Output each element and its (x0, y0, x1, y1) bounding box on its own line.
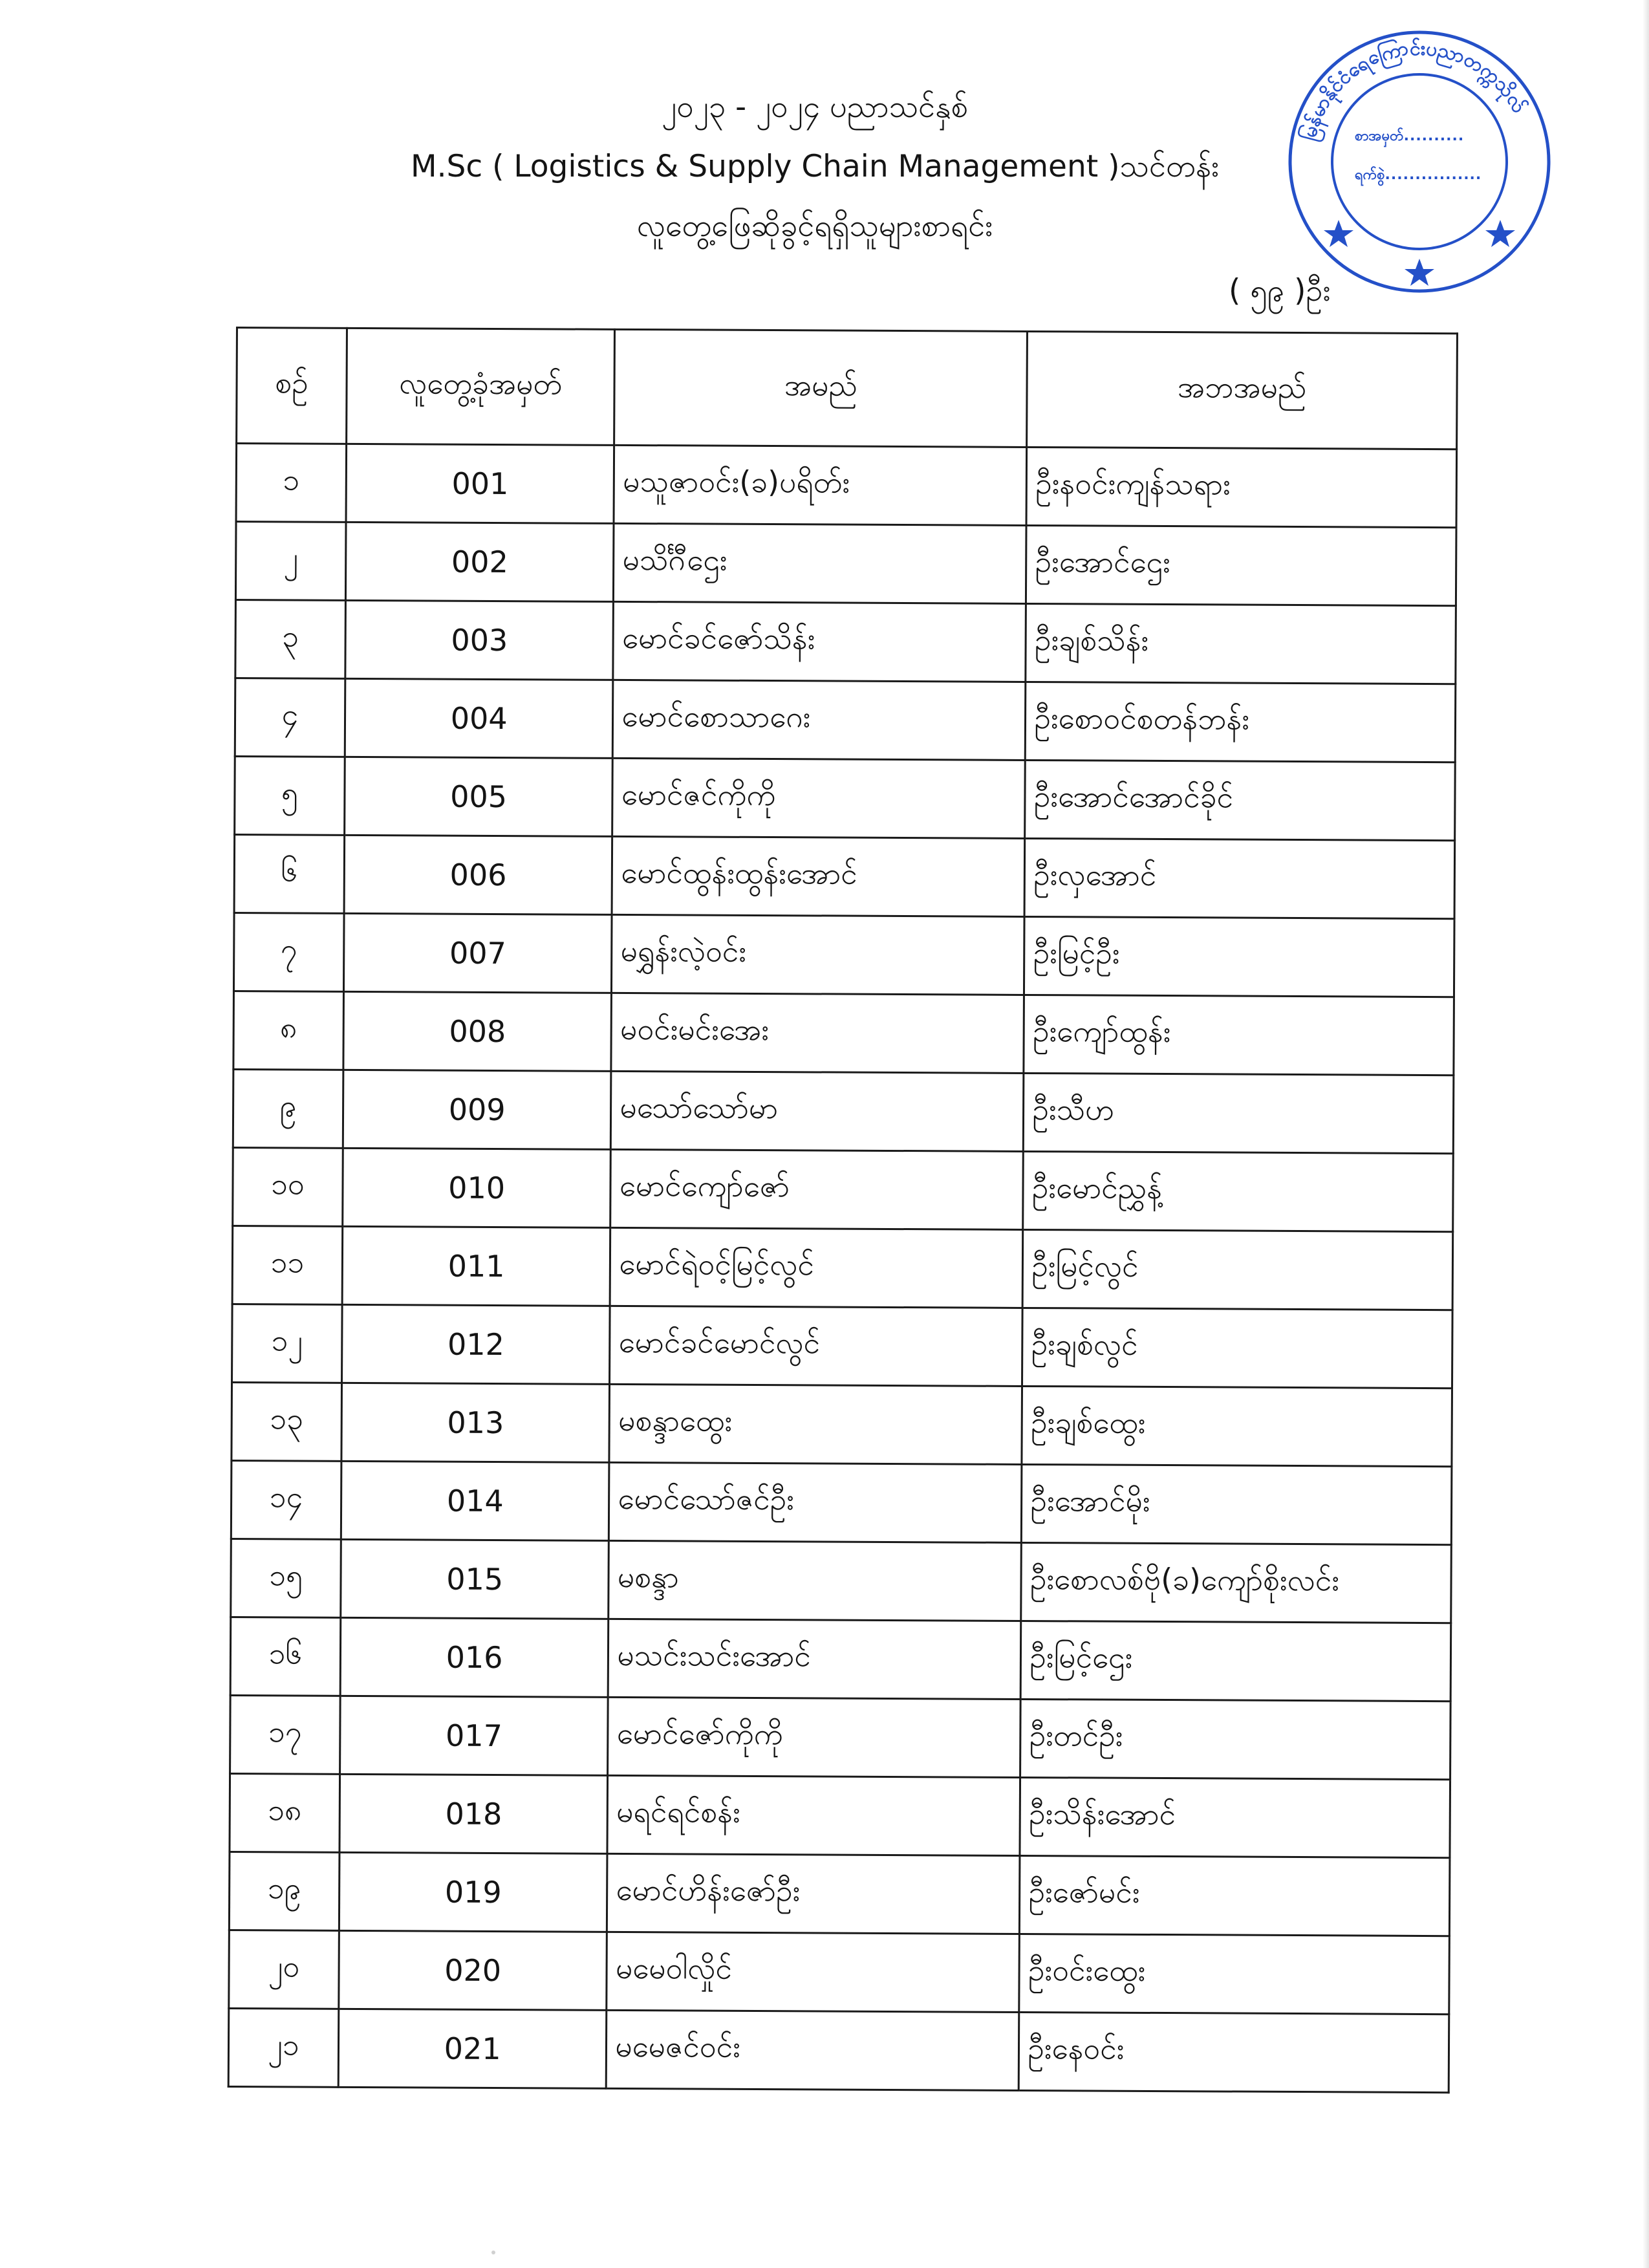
page-edge-shadow (1643, 0, 1649, 2268)
cell-serial-no: ၆ (234, 834, 345, 913)
official-seal-stamp (1284, 26, 1555, 297)
cell-roll-number: 019 (339, 1852, 607, 1932)
cell-roll-number: 013 (341, 1383, 610, 1462)
cell-name: မောင်သော်ဇင်ဦး (609, 1462, 1022, 1542)
cell-serial-no: ၈ (233, 991, 344, 1070)
cell-serial-no: ၂ (235, 522, 346, 601)
table-row (235, 678, 1456, 762)
table-row (235, 600, 1456, 684)
seal-inner-ring (1332, 74, 1507, 249)
cell-roll-number: 012 (341, 1304, 610, 1384)
cell-serial-no: ၉ (233, 1069, 343, 1148)
cell-name: မောင်ကျော်ဇော် (610, 1149, 1024, 1229)
seal-star-icon (1405, 259, 1434, 286)
table-row (233, 1147, 1454, 1231)
cell-father-name: ဦးချစ်လွင် (1022, 1308, 1452, 1388)
header-roll-number: လူတွေ့ခုံအမှတ် (347, 328, 615, 445)
academic-year-line: ၂၀၂၃ - ၂၀၂၄ ပညာသင်နှစ် (662, 89, 968, 125)
cell-name: မမေဇင်ဝင်း (607, 2010, 1020, 2090)
cell-serial-no: ၁၆ (230, 1617, 341, 1696)
cell-father-name: ဦးသိန်းအောင် (1020, 1777, 1450, 1857)
document-header (362, 78, 1267, 256)
cell-name: မောင်ခင်ဇော်သိန်း (613, 601, 1026, 682)
scan-speck (491, 2251, 495, 2254)
cell-name: မရွှန်းလဲ့ဝင်း (612, 914, 1025, 995)
cell-roll-number: 006 (344, 835, 612, 914)
header-name: အမည် (614, 329, 1028, 447)
cell-name: မဝင်းမင်းအေး (611, 993, 1024, 1073)
cell-roll-number: 020 (339, 1930, 607, 2010)
cell-serial-no: ၁၃ (232, 1382, 342, 1461)
table-row (234, 834, 1455, 918)
cell-father-name: ဦးမြင့်ဌေး (1021, 1621, 1451, 1701)
table-row (232, 1382, 1452, 1466)
cell-roll-number: 003 (345, 600, 614, 680)
cell-roll-number: 008 (343, 991, 612, 1071)
header-father-name: အဘအမည် (1027, 331, 1458, 449)
cell-roll-number: 007 (343, 913, 612, 993)
cell-father-name: ဦးမောင်ညွှန့် (1023, 1151, 1453, 1231)
cell-father-name: ဦးကျော်ထွန်း (1024, 995, 1454, 1075)
cell-roll-number: 011 (342, 1226, 610, 1306)
candidate-roster-table (228, 327, 1458, 2093)
cell-roll-number: 021 (338, 2009, 607, 2088)
cell-serial-no: ၁၉ (229, 1852, 339, 1930)
cell-father-name: ဦးအောင်မိုး (1022, 1464, 1452, 1544)
table-row (232, 1304, 1453, 1388)
table-row (232, 1226, 1453, 1310)
seal-date-label: ရက်စွဲ................ (1355, 167, 1482, 183)
cell-roll-number: 018 (339, 1774, 608, 1853)
cell-father-name: ဦးစောဝင်စတန်ဘန်း (1026, 682, 1456, 762)
table-row (229, 1852, 1450, 1936)
seal-ring-text: မြန်မာနိုင်ငံရေကြောင်းပညာတက္ကသိုလ် (1297, 36, 1531, 144)
cell-serial-no: ၇ (233, 913, 344, 991)
table-row (228, 2008, 1449, 2092)
cell-name: မောင်စောသာဂေး (613, 680, 1026, 760)
cell-serial-no: ၃ (235, 600, 346, 679)
seal-star-icon (1485, 220, 1515, 247)
table-row (231, 1460, 1452, 1544)
table-row (233, 1069, 1454, 1153)
table-row (230, 1695, 1451, 1779)
cell-name: မသူဇာဝင်း(ခ)ပရိတ်း (614, 445, 1027, 525)
table-row (236, 444, 1457, 528)
cell-name: မသင်းသင်းအောင် (609, 1619, 1022, 1699)
header-serial-no: စဉ် (237, 328, 347, 444)
cell-name: မသော်သော်မာ (611, 1071, 1024, 1151)
table-row (229, 1930, 1450, 2014)
cell-name: မောင်ထွန်းထွန်းအောင် (612, 836, 1025, 916)
cell-roll-number: 010 (343, 1148, 611, 1227)
cell-name: မောင်ရဲဝင့်မြင့်လွင် (610, 1227, 1024, 1308)
table-row (230, 1773, 1450, 1857)
cell-serial-no: ၁၈ (230, 1773, 340, 1852)
cell-serial-no: ၁ (236, 444, 347, 523)
cell-name: မစန္ဒာ (609, 1540, 1022, 1621)
cell-roll-number: 017 (340, 1696, 609, 1775)
cell-roll-number: 004 (345, 678, 613, 758)
seal-reference-label: စာအမှတ်.......... (1355, 128, 1465, 144)
cell-father-name: ဦးသီဟ (1024, 1073, 1454, 1153)
cell-name: မရင်ရင်စန်း (607, 1775, 1020, 1855)
cell-father-name: ဦးတင်ဦး (1020, 1699, 1450, 1779)
seal-star-icon (1324, 220, 1353, 247)
cell-roll-number: 002 (345, 522, 614, 601)
cell-name: မောင်ဇော်ကိုကို (608, 1697, 1021, 1777)
table-row (231, 1539, 1452, 1623)
seal-graphic (1284, 26, 1555, 297)
cell-serial-no: ၄ (235, 678, 345, 757)
cell-father-name: ဦးနေဝင်း (1019, 2012, 1449, 2092)
cell-father-name: ဦးအောင်အောင်ခိုင် (1025, 760, 1455, 840)
course-title-line: M.Sc ( Logistics & Supply Chain Management )သင်တန်း (411, 149, 1219, 184)
cell-father-name: ဦးဇော်မင်း (1020, 1855, 1450, 1936)
cell-roll-number: 009 (343, 1070, 611, 1149)
cell-father-name: ဦးစောလစ်ဗို(ခ)ကျော်စိုးလင်း (1021, 1542, 1451, 1623)
cell-father-name: ဦးအောင်ဌေး (1026, 525, 1456, 605)
cell-serial-no: ၁၇ (230, 1695, 341, 1774)
cell-name: မောင်ခင်မောင်လွင် (610, 1306, 1023, 1386)
cell-roll-number: 001 (346, 444, 614, 523)
cell-name: မမေဝါလှိုင် (607, 1932, 1020, 2012)
table-row (235, 522, 1456, 606)
cell-father-name: ဦးချစ်ထွေး (1022, 1386, 1452, 1466)
cell-name: မသိင်္ဂီဌေး (614, 523, 1027, 603)
cell-father-name: ဦးလှအောင် (1024, 838, 1454, 918)
cell-roll-number: 015 (341, 1539, 609, 1619)
cell-serial-no: ၁၁ (232, 1226, 343, 1304)
cell-roll-number: 016 (340, 1617, 609, 1697)
candidate-count-note: ( ၅၉ )ဦး (1229, 273, 1331, 308)
cell-serial-no: ၂၁ (228, 2008, 339, 2087)
table-row (233, 991, 1454, 1075)
cell-roll-number: 014 (341, 1461, 609, 1540)
cell-serial-no: ၁၀ (233, 1147, 343, 1226)
cell-name: မောင်ဟိန်းဇော်ဦး (607, 1853, 1020, 1934)
cell-father-name: ဦးဝင်းထွေး (1019, 1934, 1449, 2014)
cell-serial-no: ၁၂ (232, 1304, 343, 1383)
cell-serial-no: ၁၅ (231, 1539, 341, 1617)
table-row (230, 1617, 1451, 1701)
cell-father-name: ဦးချစ်သိန်း (1026, 603, 1456, 684)
cell-father-name: ဦးမြင့်လွင် (1022, 1229, 1452, 1310)
table-row (235, 756, 1456, 840)
list-title-line: လူတွေ့ဖြေဆိုခွင့်ရရှိသူများစာရင်း (636, 208, 993, 244)
cell-serial-no: ၅ (235, 756, 345, 835)
cell-roll-number: 005 (345, 757, 613, 836)
cell-father-name: ဦးနဝင်းကျန်သရား (1026, 447, 1456, 527)
cell-name: မစန္ဒာထွေး (609, 1384, 1022, 1464)
cell-name: မောင်ဇင်ကိုကို (612, 758, 1026, 838)
seal-outer-ring (1290, 32, 1549, 291)
table-row (233, 913, 1454, 997)
cell-serial-no: ၂၀ (229, 1930, 339, 2009)
table-header-row (237, 328, 1458, 449)
cell-father-name: ဦးမြင့်ဦး (1024, 916, 1454, 997)
cell-serial-no: ၁၄ (231, 1460, 341, 1539)
